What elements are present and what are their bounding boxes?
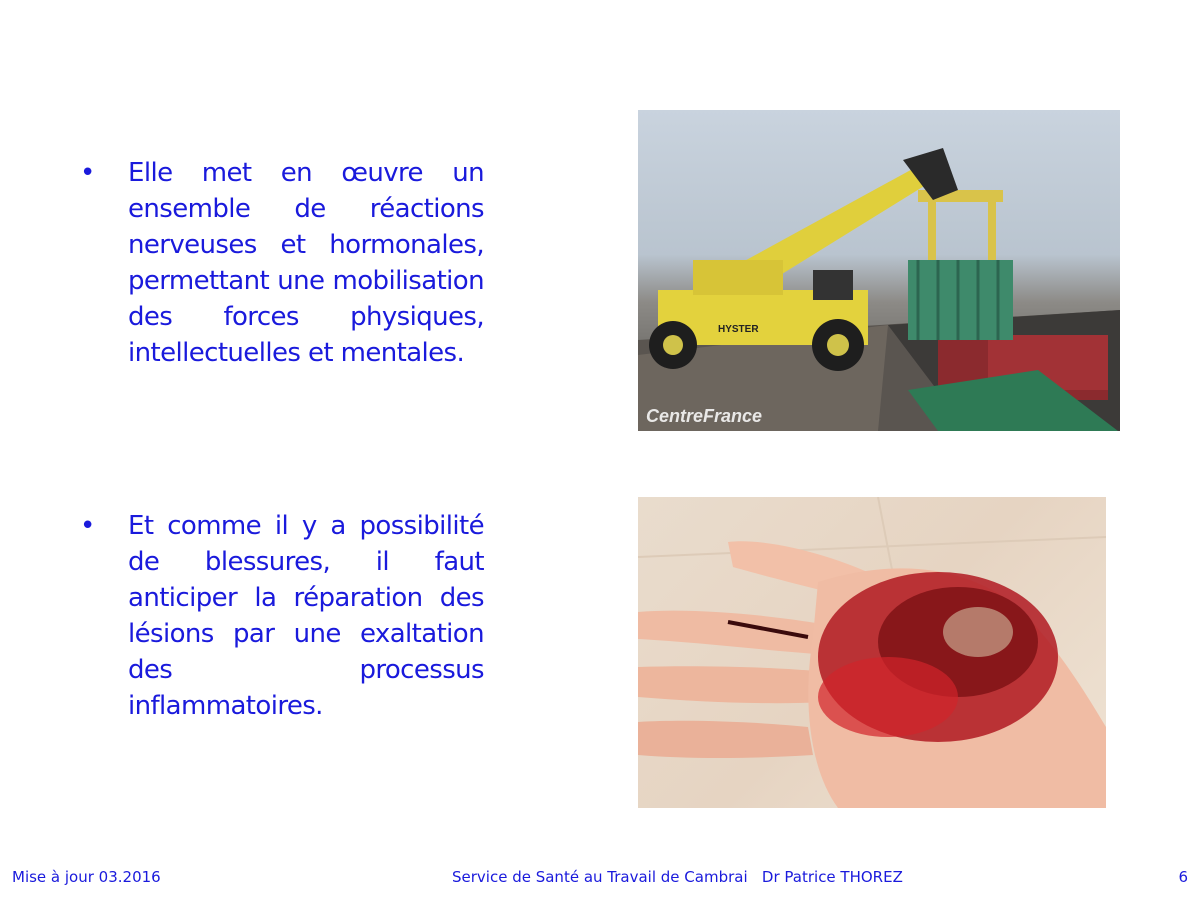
bullet-text: Elle met en œuvre un ensemble de réactions nerveuses et hormonales, permettant une mobilisation des forces physiques, intellectuelles et mentales. bbox=[128, 158, 484, 368]
bullet-text: Et comme il y a possibilité de blessures, il faut anticiper la réparation des lésions par une exaltation des processus inflammatoires. bbox=[128, 511, 484, 721]
reach-stacker-illustration bbox=[638, 110, 1120, 431]
injured-hand-photo bbox=[638, 497, 1106, 808]
footer-update-date: Mise à jour 03.2016 bbox=[12, 868, 161, 886]
footer-service-author: Service de Santé au Travail de Cambrai Dr Patrice THOREZ bbox=[452, 868, 903, 886]
bullet-item-2 bbox=[80, 508, 484, 724]
injured-hand-illustration bbox=[638, 497, 1106, 808]
bullet-item-1 bbox=[80, 155, 484, 371]
reach-stacker-photo bbox=[638, 110, 1120, 431]
bullet-marker: • bbox=[80, 158, 96, 188]
bullet-marker: • bbox=[80, 511, 96, 541]
photo-watermark: CentreFrance bbox=[646, 406, 763, 426]
truck-brand-label: HYSTER bbox=[718, 324, 759, 335]
footer-page-number: 6 bbox=[1178, 868, 1188, 886]
